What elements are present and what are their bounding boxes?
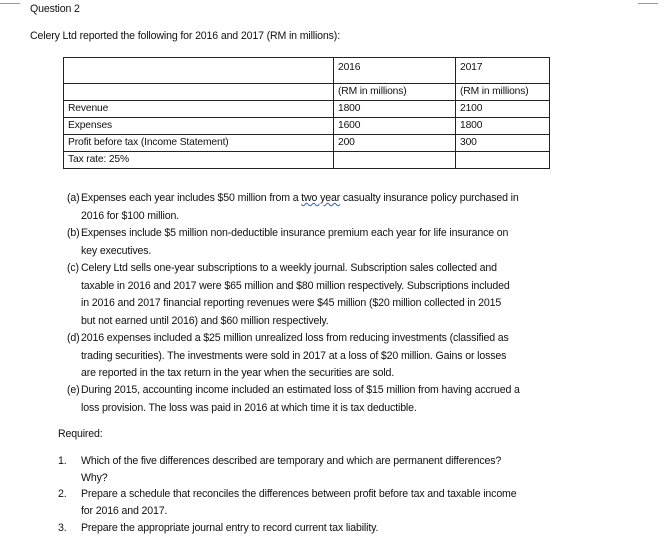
table-cell: 2017 xyxy=(456,58,550,84)
table-cell: 200 xyxy=(334,135,456,152)
item-line xyxy=(81,192,519,204)
table-row xyxy=(64,101,550,118)
item-line: Prepare the appropriate journal entry to record current tax liability. xyxy=(81,522,379,534)
item-label: (b) xyxy=(67,227,80,239)
item-line: loss provision. The loss was paid in 2016 at which time it is tax deductible. xyxy=(81,401,417,414)
table-cell: 1800 xyxy=(334,101,456,118)
question-heading: Question 2 xyxy=(30,3,80,15)
item-line: 2016 expenses included a $25 million unrealized loss from reducing investments (classified as xyxy=(81,332,509,344)
table-header-row xyxy=(64,58,550,84)
text-run: Expenses each year includes $50 million from a xyxy=(81,192,302,204)
table-cell: Expenses xyxy=(64,118,334,135)
financial-table xyxy=(63,57,550,169)
table-row xyxy=(64,152,550,169)
item-label: 1. xyxy=(58,455,67,467)
table-cell: 2100 xyxy=(456,101,550,118)
item-line: taxable in 2016 and 2017 were $65 million and $80 million respectively. Subscriptions included xyxy=(81,279,510,292)
table-cell xyxy=(456,152,550,169)
spellcheck-underlined-text: two year xyxy=(301,192,341,204)
table-cell xyxy=(334,152,456,169)
table-cell: (RM in millions) xyxy=(334,84,456,101)
intro-text: Celery Ltd reported the following for 2016 and 2017 (RM in millions): xyxy=(30,30,340,42)
item-line: are reported in the tax return in the year when the securities are sold. xyxy=(81,367,395,379)
text-run: casualty insurance policy purchased in xyxy=(340,192,519,204)
table-cell: 300 xyxy=(456,135,550,152)
table-cell: (RM in millions) xyxy=(456,84,550,101)
table-cell: Tax rate: 25% xyxy=(64,152,334,169)
item-line: During 2015, accounting income included an estimated loss of $15 million from having accrued a xyxy=(81,384,520,396)
required-heading: Required: xyxy=(58,428,103,440)
table-cell: Profit before tax (Income Statement) xyxy=(64,135,334,152)
item-line: Why? xyxy=(81,472,108,484)
item-line: but not earned until 2016) and $60 million respectively. xyxy=(81,314,329,327)
item-label: (e) xyxy=(67,384,80,396)
item-line: 2016 for $100 million. xyxy=(81,209,179,222)
item-line: Which of the five differences described are temporary and which are permanent differences? xyxy=(81,455,502,467)
item-label: 2. xyxy=(58,488,67,500)
item-label: (c) xyxy=(67,262,79,274)
table-cell: 2016 xyxy=(334,58,456,84)
table-cell: 1600 xyxy=(334,118,456,135)
table-row xyxy=(64,135,550,152)
table-cell: 1800 xyxy=(456,118,550,135)
page-corner-mark-left xyxy=(0,0,20,4)
page-corner-mark-right xyxy=(638,0,658,4)
item-line: key executives. xyxy=(81,244,152,257)
item-line: for 2016 and 2017. xyxy=(81,505,168,517)
item-line: Expenses include $5 million non-deductible insurance premium each year for life insurance on xyxy=(81,227,509,239)
table-row xyxy=(64,118,550,135)
item-label: (a) xyxy=(67,192,80,204)
item-label: (d) xyxy=(67,332,80,344)
item-label: 3. xyxy=(58,522,67,534)
item-line: Prepare a schedule that reconciles the differences between profit before tax and taxable income xyxy=(81,488,517,500)
table-cell xyxy=(64,84,334,101)
table-cell: Revenue xyxy=(64,101,334,118)
item-line: Celery Ltd sells one-year subscriptions to a weekly journal. Subscription sales collected and xyxy=(81,262,497,274)
table-cell xyxy=(64,58,334,84)
item-line: trading securities). The investments were sold in 2017 at a loss of $20 million. Gains or losses xyxy=(81,349,507,362)
table-subheader-row xyxy=(64,84,550,101)
item-line: in 2016 and 2017 financial reporting revenues were $45 million ($20 million collected in 2015 xyxy=(81,297,502,309)
